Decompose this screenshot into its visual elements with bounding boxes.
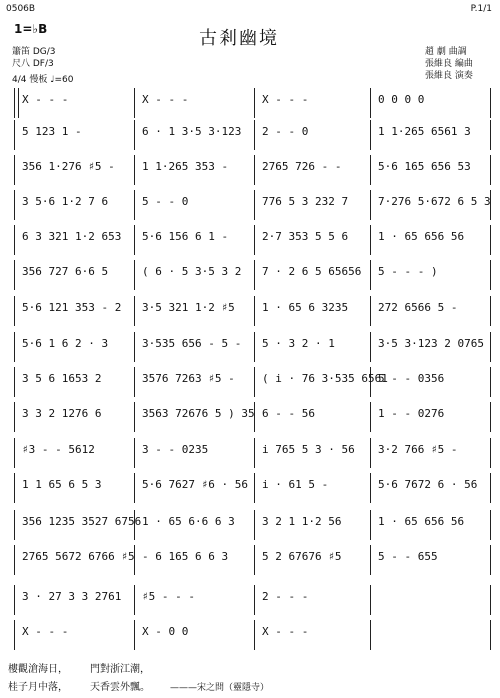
barline [14, 545, 15, 575]
barline [370, 402, 371, 432]
score-title: 古剎幽境 [199, 28, 279, 49]
measure: 6 3 321 1·2 653 [22, 230, 122, 243]
instrument-1: 簫笛 DG/3 [12, 47, 56, 57]
measure: X - - - [262, 93, 309, 106]
measure: 5 2 67676 ♯5 [262, 550, 342, 563]
measure: 3·5 321 1·2 ♯5 [142, 301, 235, 314]
score-code: 0506B [6, 4, 36, 14]
score-row [14, 332, 492, 362]
barline [134, 260, 135, 290]
barline [14, 473, 15, 503]
measure: - 6 165 6 6 3 [142, 550, 229, 563]
barline [14, 438, 15, 468]
measure: 3563 72676 5 ) 35 [142, 407, 255, 420]
score-row [14, 367, 492, 397]
key-signature: 1=♭B [14, 22, 48, 36]
barline [254, 585, 255, 615]
barline [14, 510, 15, 540]
barline [370, 332, 371, 362]
barline [370, 438, 371, 468]
barline [370, 545, 371, 575]
measure: 356 1·276 ♯5 - [22, 160, 115, 173]
measure: 2·7 353 5 5 6 [262, 230, 349, 243]
barline [490, 296, 491, 326]
barline [254, 367, 255, 397]
measure: ♯3 - - 5612 [22, 443, 95, 456]
barline [14, 260, 15, 290]
barline [134, 585, 135, 615]
measure: 3 · 27 3 3 2761 [22, 590, 122, 603]
barline [134, 473, 135, 503]
measure: 3 - - 0235 [142, 443, 209, 456]
barline [134, 438, 135, 468]
measure: 5·6 156 6 1 - [142, 230, 229, 243]
barline [490, 620, 491, 650]
score-row [14, 190, 492, 220]
measure: 1 1·265 6561 3 [378, 125, 471, 138]
measure: 7·276 5·672 6 5 3 [378, 195, 491, 208]
barline [14, 585, 15, 615]
score-row [14, 620, 492, 650]
barline [14, 120, 15, 150]
measure: 3 3 2 1276 6 [22, 407, 102, 420]
measure: 0 0 0 0 [378, 93, 425, 106]
barline [490, 88, 491, 118]
measure: X - - - [142, 93, 189, 106]
score-row [14, 473, 492, 503]
barline [254, 296, 255, 326]
measure: 776 5 3 232 7 [262, 195, 349, 208]
barline [134, 402, 135, 432]
measure: 5·6 121 353 - 2 [22, 301, 122, 314]
barline [490, 225, 491, 255]
barline [490, 155, 491, 185]
measure: 3 5 6 1653 2 [22, 372, 102, 385]
barline [370, 510, 371, 540]
barline [490, 438, 491, 468]
barline [370, 620, 371, 650]
poem-line-2b: 天香雲外飄。 [90, 682, 150, 693]
barline [254, 620, 255, 650]
measure: 7 · 2 6 5 65656 [262, 265, 362, 278]
measure: 5 - - 655 [378, 550, 438, 563]
barline [254, 438, 255, 468]
score-row [14, 88, 492, 118]
measure: 2 - - 0 [262, 125, 309, 138]
barline [254, 473, 255, 503]
barline [490, 545, 491, 575]
barline [134, 120, 135, 150]
barline [490, 332, 491, 362]
measure: 3 2 1 1·2 56 [262, 515, 342, 528]
measure: 5·6 7672 6 · 56 [378, 478, 478, 491]
barline [490, 473, 491, 503]
score-row [14, 438, 492, 468]
measure: 5 - - 0356 [378, 372, 445, 385]
barline [490, 402, 491, 432]
measure: 2765 5672 6766 ♯5 [22, 550, 135, 563]
barline [254, 190, 255, 220]
measure: 5 · 3 2 · 1 [262, 337, 335, 350]
credit-arranger: 張維良 編曲 [425, 59, 473, 69]
barline [370, 296, 371, 326]
barline [370, 585, 371, 615]
measure: 2765 726 - - [262, 160, 342, 173]
barline [254, 120, 255, 150]
measure: X - - - [22, 93, 69, 106]
measure: 1 - - 0276 [378, 407, 445, 420]
barline [370, 260, 371, 290]
barline [254, 155, 255, 185]
instrument-2: 尺八 DF/3 [12, 59, 54, 69]
barline [134, 332, 135, 362]
measure: X - - - [262, 625, 309, 638]
barline [254, 510, 255, 540]
measure: 5 - - - ) [378, 265, 438, 278]
measure: ♯5 - - - [142, 590, 195, 603]
barline [14, 402, 15, 432]
barline [134, 225, 135, 255]
measure: ( 6 · 5 3·5 3 2 [142, 265, 242, 278]
barline [14, 367, 15, 397]
tempo-marking: 4/4 慢板 ♩=60 [12, 75, 74, 85]
barline [370, 120, 371, 150]
score-row [14, 585, 492, 615]
score-row [14, 120, 492, 150]
poem-line-1b: 門對浙江潮， [90, 664, 150, 675]
measure: 5·6 165 656 53 [378, 160, 471, 173]
measure: ( i · 76 3·535 6561 [262, 372, 388, 385]
barline [254, 545, 255, 575]
barline [490, 510, 491, 540]
score-row [14, 510, 492, 540]
poem-attribution: ———宋之問（靈隱寺） [170, 683, 270, 693]
barline [14, 88, 19, 118]
measure: 2 - - - [262, 590, 309, 603]
barline [370, 473, 371, 503]
barline [134, 155, 135, 185]
measure: 3·5 3·123 2 0765 [378, 337, 484, 350]
barline [370, 190, 371, 220]
measure: 356 727 6·6 5 [22, 265, 109, 278]
measure: 3 5·6 1·2 7 6 [22, 195, 109, 208]
barline [254, 88, 255, 118]
measure: 3·535 656 - 5 - [142, 337, 242, 350]
barline [134, 88, 135, 118]
score-row [14, 402, 492, 432]
barline [254, 225, 255, 255]
barline [14, 332, 15, 362]
measure: 1 · 65 656 56 [378, 230, 465, 243]
measure: 1 · 65 6 3235 [262, 301, 349, 314]
measure: 3576 7263 ♯5 - [142, 372, 235, 385]
measure: 5 - - 0 [142, 195, 189, 208]
poem-line-1a: 樓觀滄海日， [8, 664, 68, 675]
score-row [14, 545, 492, 575]
barline [370, 155, 371, 185]
measure: 3·2 766 ♯5 - [378, 443, 458, 456]
score-row [14, 260, 492, 290]
barline [254, 260, 255, 290]
barline [134, 367, 135, 397]
barline [370, 225, 371, 255]
measure: X - - - [22, 625, 69, 638]
barline [254, 332, 255, 362]
measure: 356 1235 3527 6756 [22, 515, 142, 528]
barline [490, 120, 491, 150]
barline [134, 620, 135, 650]
measure: i · 61 5 - [262, 478, 329, 491]
measure: 1 1·265 353 - [142, 160, 229, 173]
barline [134, 190, 135, 220]
barline [370, 88, 371, 118]
barline [14, 225, 15, 255]
measure: 5·6 1 6 2 · 3 [22, 337, 109, 350]
barline [490, 260, 491, 290]
credit-performer: 張維良 演奏 [425, 71, 473, 81]
measure: 6 · 1 3·5 3·123 [142, 125, 242, 138]
measure: X - 0 0 [142, 625, 189, 638]
barline [14, 296, 15, 326]
barline [134, 296, 135, 326]
measure: 1 1 65 6 5 3 [22, 478, 102, 491]
barline [14, 620, 15, 650]
measure: 1 · 65 6·6 6 3 [142, 515, 235, 528]
score-row [14, 155, 492, 185]
barline [490, 367, 491, 397]
barline [14, 190, 15, 220]
measure: 1 · 65 656 56 [378, 515, 465, 528]
measure: 5 123 1 - [22, 125, 82, 138]
barline [14, 155, 15, 185]
credit-composer: 趙 劇 曲調 [425, 47, 467, 57]
score-row [14, 296, 492, 326]
score-row [14, 225, 492, 255]
page-number: P.1/1 [470, 4, 492, 14]
measure: 272 6566 5 - [378, 301, 458, 314]
measure: 5·6 7627 ♯6 · 56 [142, 478, 248, 491]
poem-line-2a: 桂子月中落， [8, 682, 68, 693]
barline [490, 585, 491, 615]
measure: 6 - - 56 [262, 407, 315, 420]
measure: i 765 5 3 · 56 [262, 443, 355, 456]
